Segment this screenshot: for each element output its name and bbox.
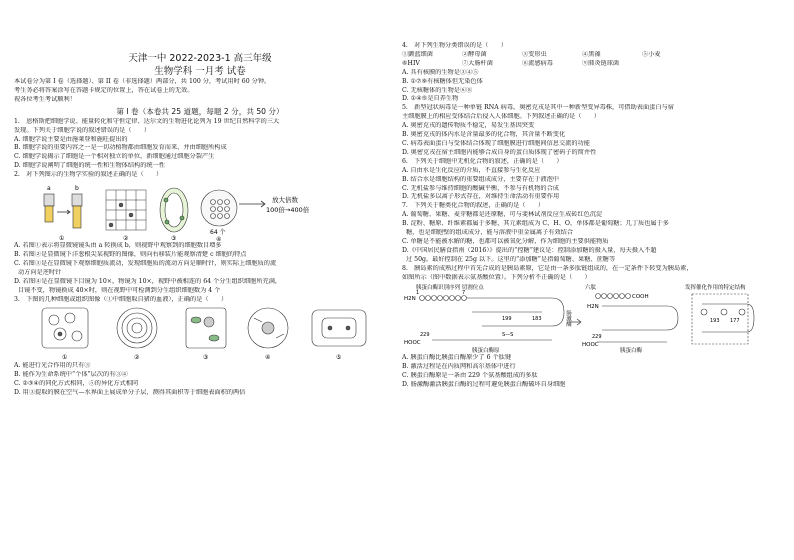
q3-stem: 3. 下图的几种细胞或组织图像（①中细胞取自猪的血液），正确的是（ ） xyxy=(14,295,228,303)
fig8-n7: 193 xyxy=(710,318,720,325)
fig-label-3: ③ xyxy=(171,235,177,243)
q8-stem: 8. 胰岛素的成熟过程中首先合成的是胰岛素原，它是由一条多肽链组成的，在一定条件下转变为胰岛素， xyxy=(402,264,693,272)
organism: ⑤小麦 xyxy=(642,50,661,58)
fig8-label-c: 发挥催化作用的特定结构 xyxy=(685,285,746,292)
q4-stem: 4. 对下列生物分类错误的是（ ） xyxy=(402,42,507,49)
q5-stem: 5. 新型冠状病毒是一种单链 RNA 病毒，奥密克戎是其中一种新型变异毒株，可借助表面蛋白与宿 xyxy=(402,104,674,112)
q3-figure xyxy=(14,304,386,362)
fig-mag-value: 100倍→400倍 xyxy=(266,206,310,215)
q8-option-a: A. 胰蛋白酶比胰蛋白酶原少了 6 个肽键 xyxy=(402,354,512,362)
q1-option-d: D. 细胞学说阐明了细胞的统一性和生物体结构的统一性 xyxy=(14,162,165,170)
q1-option-c: C. 细胞学说揭示了细胞是一个相对独立的单位，新细胞通过细胞分裂产生 xyxy=(14,153,215,161)
fig8-enterokinase: 肠激酶 xyxy=(565,310,571,327)
fig8-active-site xyxy=(692,294,754,344)
q7-option-d: D.《中国居民膳食指南（2016）》提出的“控糖”建议是：控制添加糖的摄入量，每天摄入不超 xyxy=(402,246,657,254)
fig8-enzyme-chain xyxy=(596,294,679,343)
q7-stem: 7. 下列关于糖类化合物的叙述，正确的是（ ） xyxy=(402,202,545,210)
fig-label-4: ④ xyxy=(216,236,222,243)
q3-figure-svg xyxy=(14,304,386,362)
q3-label-4: ④ xyxy=(265,354,271,362)
q6-option-d: D. 无机盐多以离子形式存在，对维持生命活动有重要作用 xyxy=(402,193,560,201)
objective-lens-b-icon xyxy=(72,194,82,228)
q2-option-c-cont: 动方向是逆时针 xyxy=(18,268,62,276)
fig8-ss-left: S—S xyxy=(502,332,514,339)
fig-count: 64 个 xyxy=(210,229,226,237)
q5-option-c: C. 病毒表面蛋白与受体结合体现了细胞膜进行细胞间信息交流的功能 xyxy=(402,139,590,147)
q2-option-c: C. 若图③是在显微镜下观察细胞质流动，发现细胞质的流动方向是顺时针，则实际上细胞质的流 xyxy=(14,259,277,267)
q2-stem: 2. 对下列图示的生物学实验的叙述正确的是（ ） xyxy=(14,171,163,179)
section-title: 第 I 卷（本卷共 25 道题，每题 2 分，共 50 分） xyxy=(116,106,284,116)
q5-option-d: D. 奥密克戎在宿主细胞内能够合成自身的蛋白质体现了密码子的简并性 xyxy=(402,148,597,156)
cross-section-icon xyxy=(117,308,157,348)
fig8-cap-left: 胰蛋白酶原 xyxy=(472,348,500,355)
fig8-cooh: COOH xyxy=(632,294,649,301)
intro-line: 考生务必将答案涂写在答题卡规定的位置上，答在试卷上的无效。 xyxy=(14,86,194,94)
fig8-h2n: H2N xyxy=(404,296,416,303)
intro-line: 本试卷分为第 I 卷（选择题）、第 II 卷（非选择题）两部分，共 100 分，考试用时 60 分钟。 xyxy=(14,78,271,85)
q8-figure-svg xyxy=(402,282,782,354)
organism: ①颤蓝细菌 xyxy=(402,50,433,58)
q5-option-a: A. 奥密克戎的遗传物质不稳定，易发生基因突变 xyxy=(402,122,535,130)
q2-figure-svg xyxy=(14,180,386,242)
left-column xyxy=(14,0,386,398)
fig-label-2: ② xyxy=(123,235,129,243)
q3-option-d: D. 用③提取的膜在空气—水界面上展成单分子层，测得其面积等于细胞表面积的两倍 xyxy=(14,389,246,397)
fig8-n5: 229 xyxy=(420,332,430,339)
animal-cell-icon xyxy=(248,308,288,348)
right-column xyxy=(402,0,782,390)
blood-cells-icon xyxy=(42,308,88,348)
q4-option-c: C. 无核糖体的生物是⑥⑧ xyxy=(402,86,473,94)
q8-option-d: D. 肠激酶激活胰蛋白酶的过程可避免胰蛋白酶破坏自身细胞 xyxy=(402,381,566,389)
objective-lens-a-icon xyxy=(44,194,54,222)
fig8-hooc-mid: HOOC xyxy=(582,342,599,349)
q6-option-a: A. 自由水是生化反应的介质，不直接参与生化反应 xyxy=(402,166,541,174)
q3-label-3: ③ xyxy=(203,354,209,362)
q7-option-d-cont: 过 50g，最好控制在 25g 以下。这里的“添加糖”是指葡萄糖、果糖、蔗糖等 xyxy=(406,255,616,263)
school-title: 天津一中 2022-2023-1 高三年级 xyxy=(128,53,272,64)
q4-option-a: A. 具有核膜的生物是③④⑤ xyxy=(402,68,479,76)
q4-option-b: B. ①⑦⑨有核糖体但无染色体 xyxy=(402,77,483,85)
microscope-field-icon xyxy=(201,190,237,226)
q4-option-d: D. ①④⑤是自养生物 xyxy=(402,95,459,103)
fig8-h2n-mid: H2N xyxy=(587,304,599,311)
fig8-label-b: 六肽 xyxy=(585,285,597,292)
q7-option-b-cont: 糖，也是细胞壁的组成成分，能与溶液中重金属离子有效结合 xyxy=(406,229,574,237)
fig8-n1: 1 xyxy=(416,290,420,297)
q1-stem: 发现。下列关于细胞学说的叙述错误的是（ ） xyxy=(14,126,151,134)
organism: ⑧流感病毒 xyxy=(522,59,553,67)
plant-cell-icon xyxy=(160,188,188,232)
q8-figure xyxy=(402,282,782,354)
q3-label-5: ⑤ xyxy=(336,354,342,362)
organism: ⑥HIV xyxy=(402,59,420,67)
q3-option-c: C. ②③④的同化方式相同，⑤的异化方式相同 xyxy=(14,380,139,388)
q8-option-b: B. 激活过程是在内质网和高尔基体中进行 xyxy=(402,363,516,371)
q2-option-b: B. 若图②是显微镜下洋葱根尖某视野的图像，则向右移装片能观察清楚 c 细胞的特点 xyxy=(14,250,247,258)
organism: ③变形虫 xyxy=(522,50,547,58)
fig8-n4: 183 xyxy=(532,316,542,323)
exam-title: 生物学科 一月考 试卷 xyxy=(154,66,246,77)
q1-option-a: A. 细胞学说主要是由施莱登和施旺提出的 xyxy=(14,135,128,143)
q8-stem: 如图所示（图中数据表示氨基酸位置）。下列分析不正确的是（ ） xyxy=(402,273,591,281)
fig8-cap-mid: 胰蛋白酶 xyxy=(620,348,643,355)
q3-label-1: ① xyxy=(62,354,68,362)
organism: ②酵母菌 xyxy=(462,50,487,58)
fig-mag-label: 放大倍数 xyxy=(272,196,298,205)
fig8-n6: 229 xyxy=(592,334,602,341)
fig-label-a: a xyxy=(47,185,51,193)
q3-label-2: ② xyxy=(134,354,140,362)
q2-option-d: D. 若图④是在显微镜下目镜为 10×，物镜为 10×，视野中被相连的 64 个分生组织细胞所充满， xyxy=(14,277,282,285)
q5-stem: 主细胞膜上的相应受体结合后侵入人体细胞。下列叙述正确的是（ ） xyxy=(402,113,600,121)
q7-option-b: B. 淀粉、糖原、纤维素都属于多糖，其元素组成为 C、H、O，单体都是葡萄糖；几丁质也属于多 xyxy=(402,220,669,228)
plant-cell-chloroplast-icon xyxy=(186,308,226,348)
q6-stem: 6. 下列关于细胞中无机化合物的叙述，正确的是（ ） xyxy=(402,157,563,165)
q4-organisms-row2 xyxy=(402,60,782,69)
fig-label-1: ① xyxy=(59,235,65,243)
q2-figure xyxy=(14,180,386,242)
fig8-n2: 7 xyxy=(462,290,466,297)
q2-option-d-cont: 目镜不变，物镜换成 40×时，则在视野中可检测到分生组织细胞数为 4 个 xyxy=(18,286,221,294)
organism: ⑦大肠杆菌 xyxy=(462,59,493,67)
fig-label-b: b xyxy=(75,185,79,193)
q8-option-c: C. 胰蛋白酶原是一条由 229 个氨基酸组成的多肽 xyxy=(402,372,538,380)
bacterium-icon xyxy=(312,310,366,346)
q3-option-a: A. 能进行光合作用的只有③ xyxy=(14,362,91,370)
q1-stem: 1. 恩格斯把细胞学说、能量转化和守恒定律、达尔文的生物进化论列为 19 世纪自然科学的三大 xyxy=(14,117,280,125)
q2-option-a: A. 若图①表示将显微镜镜头由 a 转换成 b，则视野中观察到的细胞数目增多 xyxy=(14,242,222,250)
organism: ④黑藻 xyxy=(582,50,601,58)
intro-line: 祝各位考生考试顺利！ xyxy=(14,95,76,103)
organism: ⑨肺炎链球菌 xyxy=(582,59,620,67)
fig8-hooc-left: HOOC xyxy=(404,340,421,347)
q4-organisms-row1 xyxy=(402,51,782,60)
q6-option-b: B. 结合水是细胞结构的重要组成成分，主要存在于液泡中 xyxy=(402,175,559,183)
fig8-label-a: 胰蛋白酶识别序列 切割位点 xyxy=(416,285,484,292)
fig8-proenzyme-chain xyxy=(420,296,565,341)
q3-option-b: B. 能作为生命系统中“个体”层次的有③④ xyxy=(14,371,128,379)
fig8-n3: 199 xyxy=(502,316,512,323)
q7-option-c: C. 单糖是不能被水解的糖，也都可以被氧化分解，作为细胞的主要供能物质 xyxy=(402,237,609,245)
q5-option-b: B. 奥密克戎的体内水是含量最多的化合物，其含量不断变化 xyxy=(402,131,566,139)
q6-option-c: C. 无机盐参与维持细胞的酸碱平衡，不参与有机物的合成 xyxy=(402,184,559,192)
fig8-n8: 177 xyxy=(730,318,740,325)
q7-option-a: A. 葡萄糖、果糖、麦芽糖都是还原糖，可与斐林试剂反应生成砖红色沉淀 xyxy=(402,211,603,219)
root-tip-cells-icon xyxy=(106,190,146,230)
q1-option-b: B. 细胞学说的重要内容之一是一切动植物都由细胞发育而来，并由细胞所构成 xyxy=(14,144,227,152)
